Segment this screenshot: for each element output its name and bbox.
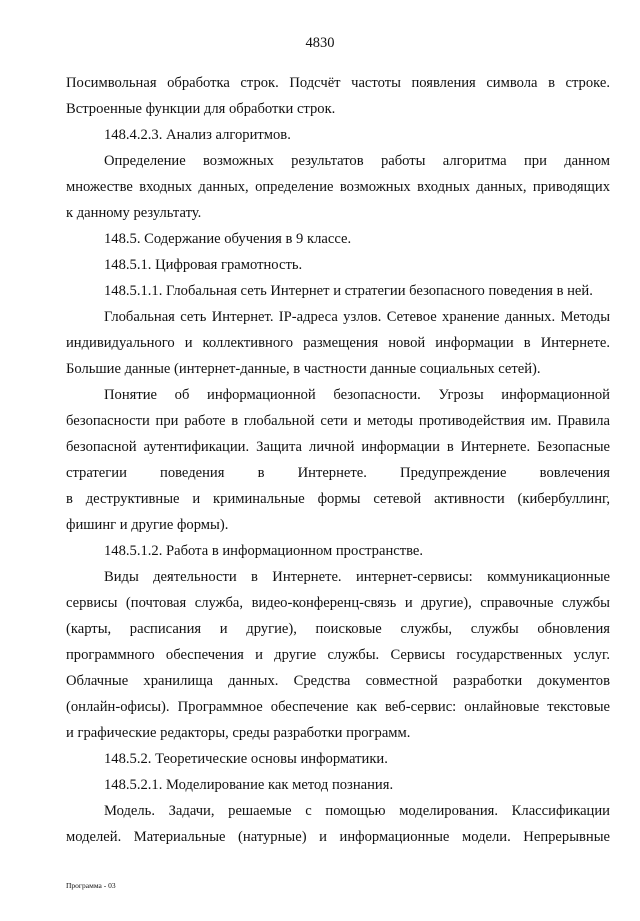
section-heading: 148.5.2. Теоретические основы информатики. xyxy=(104,751,388,767)
text-line: Большие данные (интернет-данные, в частности данные социальных сетей). xyxy=(66,361,541,377)
text-line: Определение возможных результатов работы алгоритма при данном xyxy=(104,153,610,169)
text-line: Посимвольная обработка строк. Подсчёт частоты появления символа в строке. xyxy=(66,75,610,91)
text-line: индивидуального и коллективного размещения новой информации в Интернете. xyxy=(66,335,610,351)
text-line: в деструктивные и криминальные формы сетевой активности (кибербуллинг, xyxy=(66,491,610,507)
page-footer: Программа - 03 xyxy=(66,881,116,890)
text-line: Облачные хранилища данных. Средства совместной разработки документов xyxy=(66,673,610,689)
text-line: программного обеспечения и другие службы. Сервисы государственных услуг. xyxy=(66,647,610,663)
text-line: (карты, расписания и другие), поисковые службы, службы обновления xyxy=(66,621,610,637)
text-line: Виды деятельности в Интернете. интернет-сервисы: коммуникационные xyxy=(104,569,610,585)
section-heading: 148.4.2.3. Анализ алгоритмов. xyxy=(104,127,291,143)
text-line: моделей. Материальные (натурные) и информационные модели. Непрерывные xyxy=(66,829,610,845)
text-line: сервисы (почтовая служба, видео-конференц-связь и другие), справочные службы xyxy=(66,595,610,611)
text-line: Глобальная сеть Интернет. IP-адреса узлов. Сетевое хранение данных. Методы xyxy=(104,309,610,325)
text-line: безопасной аутентификации. Защита личной информации в Интернете. Безопасные xyxy=(66,439,610,455)
section-heading: 148.5.1.2. Работа в информационном пространстве. xyxy=(104,543,424,559)
section-heading: 148.5.2.1. Моделирование как метод познания. xyxy=(104,777,394,793)
text-line: Модель. Задачи, решаемые с помощью моделирования. Классификации xyxy=(104,803,610,819)
section-heading: 148.5.1.1. Глобальная сеть Интернет и стратегии безопасного поведения в ней. xyxy=(104,283,593,299)
text-line: фишинг и другие формы). xyxy=(66,517,229,533)
page-number: 4830 xyxy=(305,35,335,51)
text-line: и графические редакторы, среды разработки программ. xyxy=(66,725,411,741)
text-line: Понятие об информационной безопасности. Угрозы информационной xyxy=(104,387,610,403)
section-heading: 148.5. Содержание обучения в 9 классе. xyxy=(104,231,352,247)
text-line: к данному результату. xyxy=(66,205,202,221)
text-line: безопасности при работе в глобальной сети и методы противодействия им. Правила xyxy=(66,413,610,429)
text-line: (онлайн-офисы). Программное обеспечение как веб-сервис: онлайновые текстовые xyxy=(66,699,610,715)
text-line: множестве входных данных, определение возможных входных данных, приводящих xyxy=(66,179,610,195)
section-heading: 148.5.1. Цифровая грамотность. xyxy=(104,257,303,273)
text-line: Встроенные функции для обработки строк. xyxy=(66,101,336,117)
text-line: стратегии поведения в Интернете. Предупреждение вовлечения xyxy=(66,465,610,481)
